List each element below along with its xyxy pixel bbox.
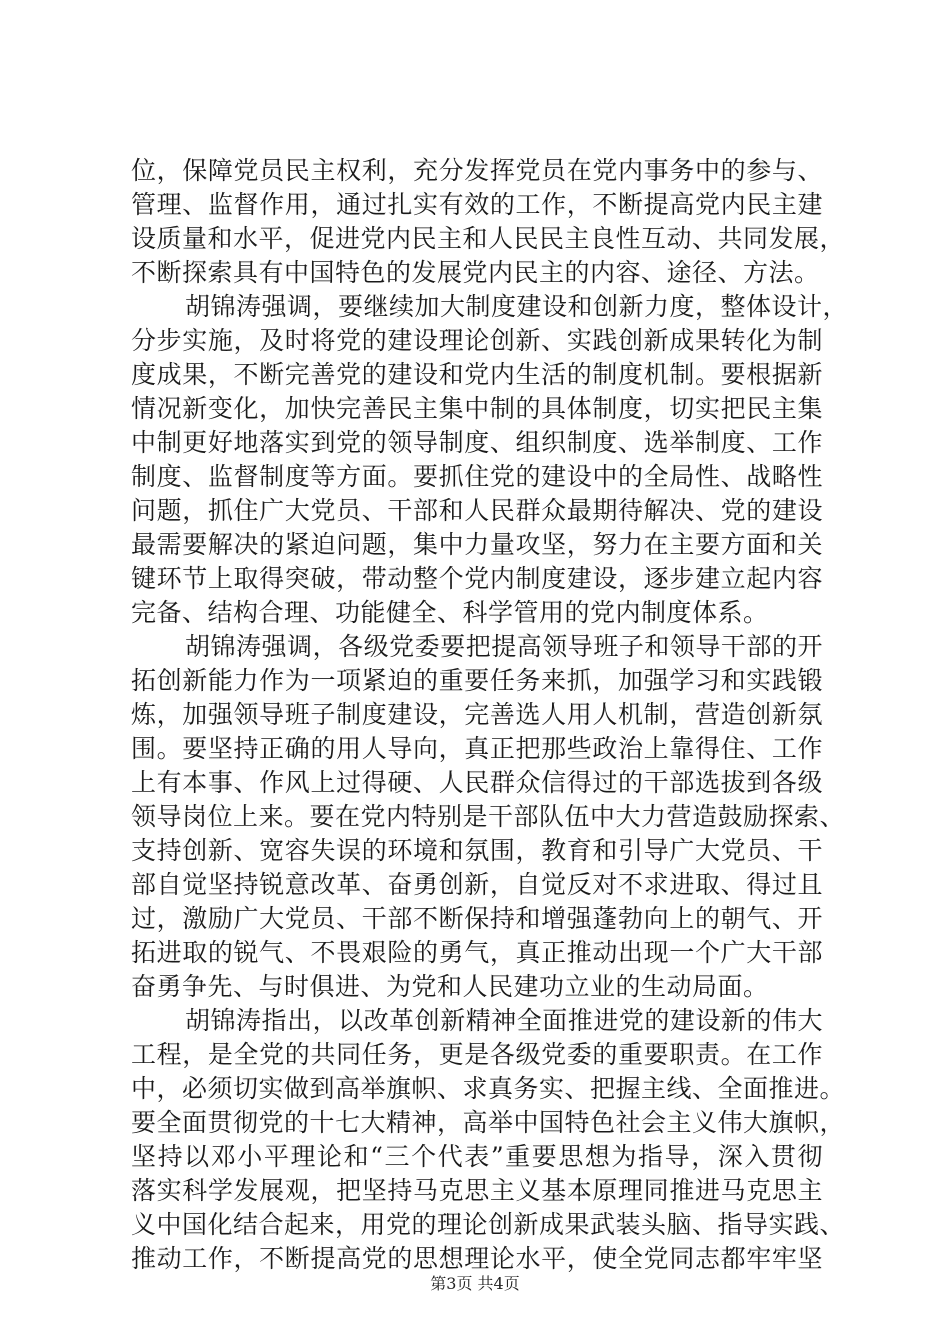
page-number-footer: 第3页 共4页	[430, 1274, 520, 1293]
paragraph-first-line: 胡锦涛强调，要继续加大制度建设和创新力度，整体设计，	[185, 292, 849, 321]
text-line: 过，激励广大党员、干部不断保持和增强蓬勃向上的朝气、开	[131, 904, 823, 933]
text-line: 最需要解决的紧迫问题，集中力量攻坚，努力在主要方面和关	[131, 530, 823, 559]
paragraph-first-line: 胡锦涛指出，以改革创新精神全面推进党的建设新的伟大	[185, 1006, 823, 1035]
text-line: 拓创新能力作为一项紧迫的重要任务来抓，加强学习和实践锻	[131, 666, 823, 695]
paragraph-first-line: 胡锦涛强调，各级党委要把提高领导班子和领导干部的开	[185, 632, 823, 661]
text-line: 制度、监督制度等方面。要抓住党的建设中的全局性、战略性	[131, 462, 823, 491]
text-line: 要全面贯彻党的十七大精神，高举中国特色社会主义伟大旗帜，	[131, 1108, 846, 1137]
text-line: 情况新变化，加快完善民主集中制的具体制度，切实把民主集	[131, 394, 823, 423]
text-line: 部自觉坚持锐意改革、奋勇创新，自觉反对不求进取、得过且	[131, 870, 823, 899]
text-line: 围。要坚持正确的用人导向，真正把那些政治上靠得住、工作	[131, 734, 823, 763]
text-line: 设质量和水平，促进党内民主和人民民主良性互动、共同发展，	[131, 224, 846, 253]
text-line: 推动工作，不断提高党的思想理论水平，使全党同志都牢牢坚	[131, 1244, 823, 1273]
text-line: 键环节上取得突破，带动整个党内制度建设，逐步建立起内容	[131, 564, 823, 593]
text-line: 度成果，不断完善党的建设和党内生活的制度机制。要根据新	[131, 360, 823, 389]
text-line: 支持创新、宽容失误的环境和氛围，教育和引导广大党员、干	[131, 836, 823, 865]
text-line: 工程，是全党的共同任务，更是各级党委的重要职责。在工作	[131, 1040, 823, 1069]
text-line: 分步实施，及时将党的建设理论创新、实践创新成果转化为制	[131, 326, 823, 355]
text-line: 管理、监督作用，通过扎实有效的工作，不断提高党内民主建	[131, 190, 823, 219]
text-line: 完备、结构合理、功能健全、科学管用的党内制度体系。	[131, 598, 769, 627]
text-line: 位，保障党员民主权利，充分发挥党员在党内事务中的参与、	[131, 156, 823, 185]
text-line: 奋勇争先、与时俱进、为党和人民建功立业的生动局面。	[131, 972, 769, 1001]
text-line: 不断探索具有中国特色的发展党内民主的内容、途径、方法。	[131, 258, 820, 287]
text-line: 拓进取的锐气、不畏艰险的勇气，真正推动出现一个广大干部	[131, 938, 823, 967]
text-line: 上有本事、作风上过得硬、人民群众信得过的干部选拔到各级	[131, 768, 823, 797]
body-text	[131, 154, 849, 1276]
text-line: 中，必须切实做到高举旗帜、求真务实、把握主线、全面推进。	[131, 1074, 846, 1103]
text-line: 领导岗位上来。要在党内特别是干部队伍中大力营造鼓励探索、	[131, 802, 846, 831]
text-line: 中制更好地落实到党的领导制度、组织制度、选举制度、工作	[131, 428, 823, 457]
text-line: 坚持以邓小平理论和“三个代表”重要思想为指导，深入贯彻	[131, 1142, 823, 1171]
text-line: 问题，抓住广大党员、干部和人民群众最期待解决、党的建设	[131, 496, 823, 525]
text-line: 落实科学发展观，把坚持马克思主义基本原理同推进马克思主	[131, 1176, 823, 1205]
text-line: 炼，加强领导班子制度建设，完善选人用人机制，营造创新氛	[131, 700, 823, 729]
text-line: 义中国化结合起来，用党的理论创新成果武装头脑、指导实践、	[131, 1210, 846, 1239]
